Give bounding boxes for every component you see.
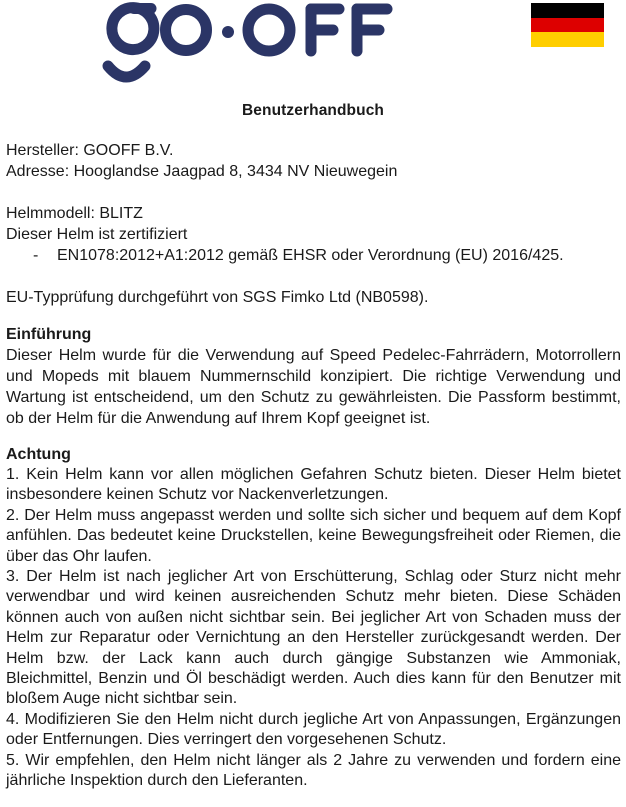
document-header <box>0 0 626 95</box>
certified-statement: Dieser Helm ist zertifiziert <box>6 226 188 243</box>
warning-item: 2. Der Helm muss angepasst werden und sollte sich sicher und bequem auf dem Kopf anfühlen. Das bedeutet keine Druckstellen, keine Bewegungsfreiheit oder Riemen, die über das Ohr laufen. <box>6 506 621 565</box>
document-body <box>6 140 621 807</box>
flag-stripe-gold <box>531 32 604 47</box>
helmet-model: Helmmodell: BLITZ <box>6 205 143 222</box>
certification-item <box>6 245 621 266</box>
warning-item: 5. Wir empfehlen, den Helm nicht länger als 2 Jahre zu verwenden und fordern eine jährliche Inspektion durch den Lieferanten. <box>6 751 621 790</box>
warning-section <box>6 444 621 792</box>
list-dash: - <box>33 247 39 264</box>
document-title: Benutzerhandbuch <box>242 102 384 119</box>
introduction-text: Dieser Helm wurde für die Verwendung auf Speed Pedelec-Fahrrädern, Motorrollern und Mopeds mit blauem Nummernschild konzipiert. Die richtige Verwendung und Wartung ist entscheidend, um den Schutz zu gewährleisten. Die Passform bestimmt, ob der Helm für die Anwendung auf Ihrem Kopf geeignet ist. <box>6 347 621 427</box>
introduction-section <box>6 324 621 429</box>
warning-heading: Achtung <box>6 446 71 463</box>
manufacturer-info <box>6 140 621 182</box>
warning-list <box>6 465 621 792</box>
introduction-heading: Einführung <box>6 326 92 343</box>
flag-stripe-black <box>531 3 604 18</box>
certification-standard: EN1078:2012+A1:2012 gemäß EHSR oder Verordnung (EU) 2016/425. <box>57 247 564 264</box>
type-exam-text: EU-Typprüfung durchgeführt von SGS Fimko Ltd (NB0598). <box>6 289 429 306</box>
warning-item: 4. Modifizieren Sie den Helm nicht durch jegliche Art von Anpassungen, Ergänzungen oder Entfernungen. Dies verringert den vorgesehenen Schutz. <box>6 710 621 749</box>
warning-item: 1. Kein Helm kann vor allen möglichen Gefahren Schutz bieten. Dieser Helm bietet insbesondere keinen Schutz vor Nackenverletzungen. <box>6 466 621 504</box>
manufacturer-line: Hersteller: GOOFF B.V. <box>6 142 174 159</box>
flag-stripe-red <box>531 18 604 33</box>
goff-logo <box>96 0 396 88</box>
type-examination <box>6 287 621 308</box>
address-line: Adresse: Hooglandse Jaagpad 8, 3434 NV Nieuwegein <box>6 163 398 180</box>
helmet-info <box>6 203 621 266</box>
germany-flag-icon <box>531 3 604 47</box>
warning-item: 3. Der Helm ist nach jeglicher Art von Erschütterung, Schlag oder Sturz nicht mehr verwendbar und wird keinen ausreichenden Schutz mehr bieten. Diese Schäden können auch von außen nicht sichtbar sein. Bei jeglicher Art von Schaden muss der Helm zur Reparatur oder Vernichtung an den Hersteller zurückgesandt werden. Der Helm bzw. der Lack kann auch durch gängige Substanzen wie Ammoniak, Bleichmittel, Benzin und Öl beschädigt werden. Auch dies kann für den Benutzer mit bloßem Auge nicht sichtbar sein. <box>6 568 621 708</box>
